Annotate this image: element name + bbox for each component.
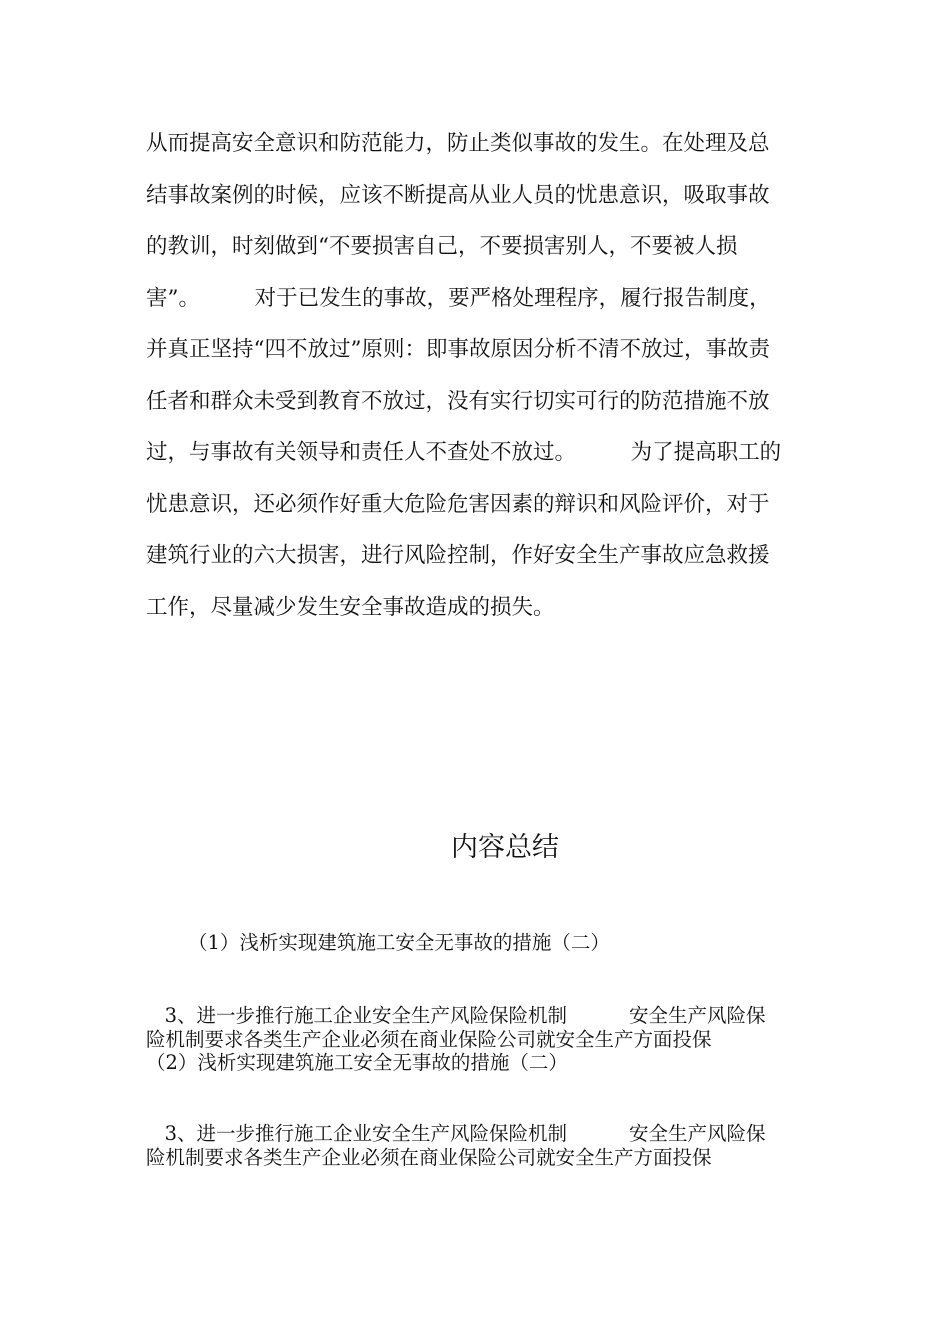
body-paragraph <box>146 118 826 633</box>
body-line: 忧患意识，还必须作好重大危险危害因素的辩识和风险评价，对于 <box>146 491 770 517</box>
summary-item-line: 险机制要求各类生产企业必须在商业保险公司就安全生产方面投保 <box>146 1145 712 1169</box>
summary-item-1-heading <box>188 930 878 956</box>
summary-item-heading: （1）浅析实现建筑施工安全无事故的措施（二） <box>188 931 610 954</box>
summary-item-heading: （2）浅析实现建筑施工安全无事故的措施（二） <box>146 1051 568 1074</box>
summary-item-2-body <box>146 1122 836 1169</box>
summary-title: 内容总结 <box>451 832 559 863</box>
body-line: 结事故案例的时候，应该不断提高从业人员的忧患意识，吸取事故 <box>146 182 770 208</box>
summary-item-line: 3、进一步推行施工企业安全生产风险保险机制 安全生产风险保 <box>146 1004 766 1027</box>
body-line: 害”。 对于已发生的事故，要严格处理程序，履行报告制度， <box>146 285 771 311</box>
body-line: 并真正坚持“四不放过”原则：即事故原因分析不清不放过，事故责 <box>146 337 770 362</box>
body-line: 的教训，时刻做到“不要损害自己，不要损害别人，不要被人损 <box>146 234 738 259</box>
body-line: 建筑行业的六大损害，进行风险控制，作好安全生产事故应急救援 <box>146 543 770 568</box>
body-line: 工作，尽量减少发生安全事故造成的损失。 <box>146 594 555 620</box>
summary-item-line: 3、进一步推行施工企业安全生产风险保险机制 安全生产风险保 <box>146 1122 766 1145</box>
summary-item-1-body <box>146 1004 836 1075</box>
body-line: 任者和群众未受到教育不放过，没有实行切实可行的防范措施不放 <box>146 388 770 414</box>
summary-item-line: 险机制要求各类生产企业必须在商业保险公司就安全生产方面投保 <box>146 1027 712 1051</box>
body-line: 过，与事故有关领导和责任人不查处不放过。 为了提高职工的 <box>146 440 782 465</box>
body-line: 从而提高安全意识和防范能力，防止类似事故的发生。在处理及总 <box>146 131 770 156</box>
